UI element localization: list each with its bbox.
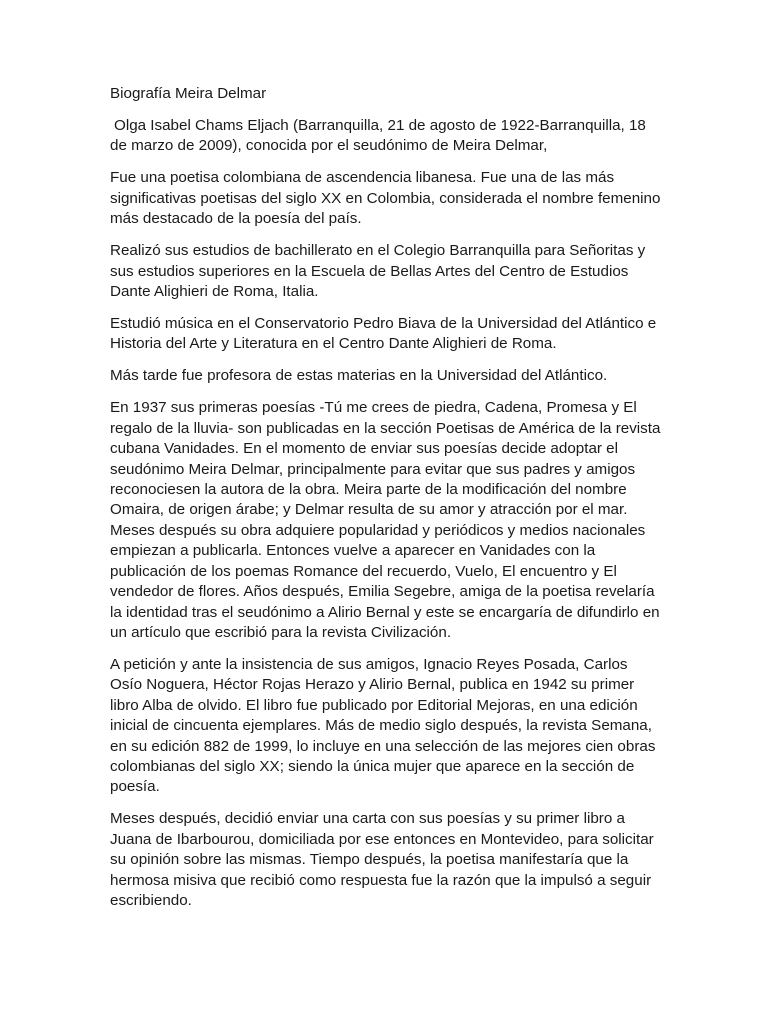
- paragraph-education: Realizó sus estudios de bachillerato en el Colegio Barranquilla para Señoritas y sus estudios superiores en la Escuela de Bellas Artes del Centro de Estudios Dante Alighieri de Roma, Italia.: [110, 242, 646, 301]
- paragraph-full-name: Olga Isabel Chams Eljach (Barranquilla, 21 de agosto de 1922-Barranquilla, 18 de marzo de 2009), conocida por el seudónimo de Meira Delmar,: [110, 117, 646, 155]
- paragraph-first-book: A petición y ante la insistencia de sus amigos, Ignacio Reyes Posada, Carlos Osío Noguera, Héctor Rojas Herazo y Alirio Bernal, publica en 1942 su primer libro Alba de olvido. El libro fue publicado por Editorial Mejoras, en una edición inicial de cincuenta ejemplares. Más de medio siglo después, la revista Semana, en su edición 882 de 1999, lo incluye en una selección de las mejores cien obras colombianas del siglo XX; siendo la única mujer que aparece en la sección de poesía.: [110, 655, 656, 796]
- paragraph-ibarbourou-letter: Meses después, decidió enviar una carta con sus poesías y su primer libro a Juana de Ibarbourou, domiciliada por ese entonces en Montevideo, para solicitar su opinión sobre las mismas. Tiempo después, la poetisa manifestaría que la hermosa misiva que recibió como respuesta fue la razón que la impulsó a seguir escribiendo.: [110, 810, 654, 909]
- paragraph-teaching: Más tarde fue profesora de estas materias en la Universidad del Atlántico.: [110, 367, 608, 385]
- paragraph-music-studies: Estudió música en el Conservatorio Pedro Biava de la Universidad del Atlántico e Historia del Arte y Literatura en el Centro Dante Alighieri de Roma.: [110, 315, 657, 353]
- document-body: [110, 84, 662, 923]
- paragraph-first-poems: En 1937 sus primeras poesías -Tú me crees de piedra, Cadena, Promesa y El regalo de la lluvia- son publicadas en la sección Poetisas de América de la revista cubana Vanidades. En el momento de enviar sus poesías decide adoptar el seudónimo Meira Delmar, principalmente para evitar que sus padres y amigos reconociesen la autora de la obra. Meira parte de la modificación del nombre Omaira, de origen árabe; y Delmar resulta de su amor y atracción por el mar. Meses después su obra adquiere popularidad y periódicos y medios nacionales empiezan a publicarla. Entonces vuelve a aparecer en Vanidades con la publicación de los poemas Romance del recuerdo, Vuelo, El encuentro y El vendedor de flores. Años después, Emilia Segebre, amiga de la poetisa revelaría la identidad tras el seudónimo a Alirio Bernal y este se encargaría de difundirlo en un artículo que escribió para la revista Civilización.: [110, 399, 661, 641]
- paragraph-intro: Fue una poetisa colombiana de ascendencia libanesa. Fue una de las más significativas poetisas del siglo XX en Colombia, considerada el nombre femenino más destacado de la poesía del país.: [110, 169, 661, 228]
- document-title: Biografía Meira Delmar: [110, 85, 267, 102]
